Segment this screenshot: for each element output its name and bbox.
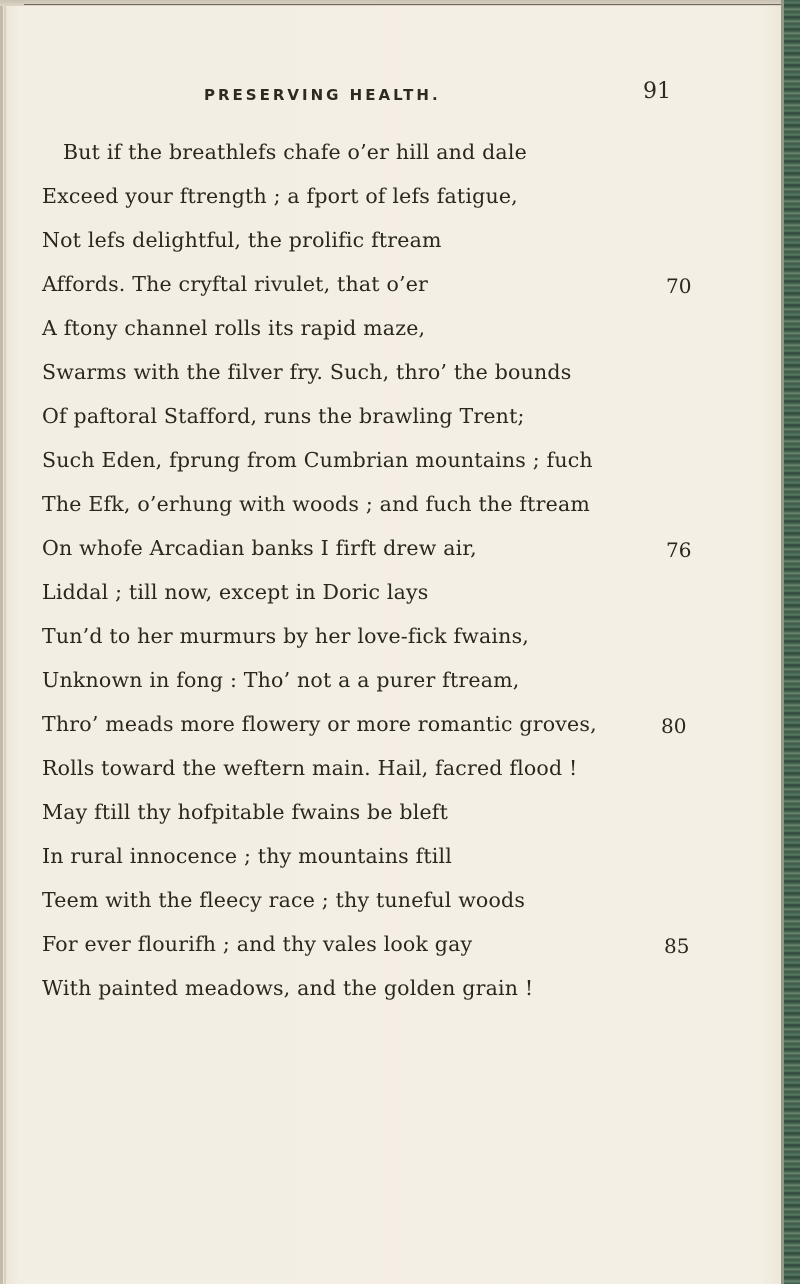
verse-line: May ftill thy hofpitable fwains be bleft <box>42 800 449 824</box>
verse-line: Rolls toward the weftern main. Hail, facred flood ! <box>42 756 578 780</box>
verse-line: The Efk, o’erhung with woods ; and fuch the ftream <box>42 492 591 516</box>
verse-line: With painted meadows, and the golden grain ! <box>42 976 534 1000</box>
verse-line: A ftony channel rolls its rapid maze, <box>42 316 426 340</box>
verse-line: Teem with the fleecy race ; thy tuneful woods <box>42 888 526 912</box>
verse-line: Unknown in fong : Tho’ not a a purer ftream, <box>42 668 520 692</box>
page-number: 91 <box>643 79 671 104</box>
marbled-binding <box>784 0 800 1284</box>
line-number: 80 <box>661 714 687 738</box>
line-number: 70 <box>666 274 692 298</box>
verse-line: Swarms with the filver fry. Such, thro’ the bounds <box>42 360 572 384</box>
verse-line: But if the breathlefs chafe o’er hill and dale <box>63 140 527 164</box>
verse-line: Thro’ meads more flowery or more romantic groves, <box>42 712 597 736</box>
line-number: 85 <box>664 934 690 958</box>
verse-line: On whofe Arcadian banks I firft drew air, <box>42 536 477 560</box>
verse-line: Affords. The cryftal rivulet, that o’er <box>42 272 429 296</box>
verse-line: Not lefs delightful, the prolific ftream <box>42 228 442 252</box>
verse-line: Such Eden, fprung from Cumbrian mountains ; fuch <box>42 448 593 472</box>
verse-line: Exceed your ftrength ; a fport of lefs fatigue, <box>42 184 518 208</box>
verse-line: Of paftoral Stafford, runs the brawling Trent; <box>42 404 525 428</box>
verse-line: In rural innocence ; thy mountains ftill <box>42 844 453 868</box>
verse-line: For ever flourifh ; and thy vales look gay <box>42 932 473 956</box>
running-title: PRESERVING HEALTH. <box>204 86 441 104</box>
verse-line: Tun’d to her murmurs by her love-fick fwains, <box>42 624 530 648</box>
verse-line: Liddal ; till now, except in Doric lays <box>42 580 429 604</box>
line-number: 76 <box>666 538 692 562</box>
